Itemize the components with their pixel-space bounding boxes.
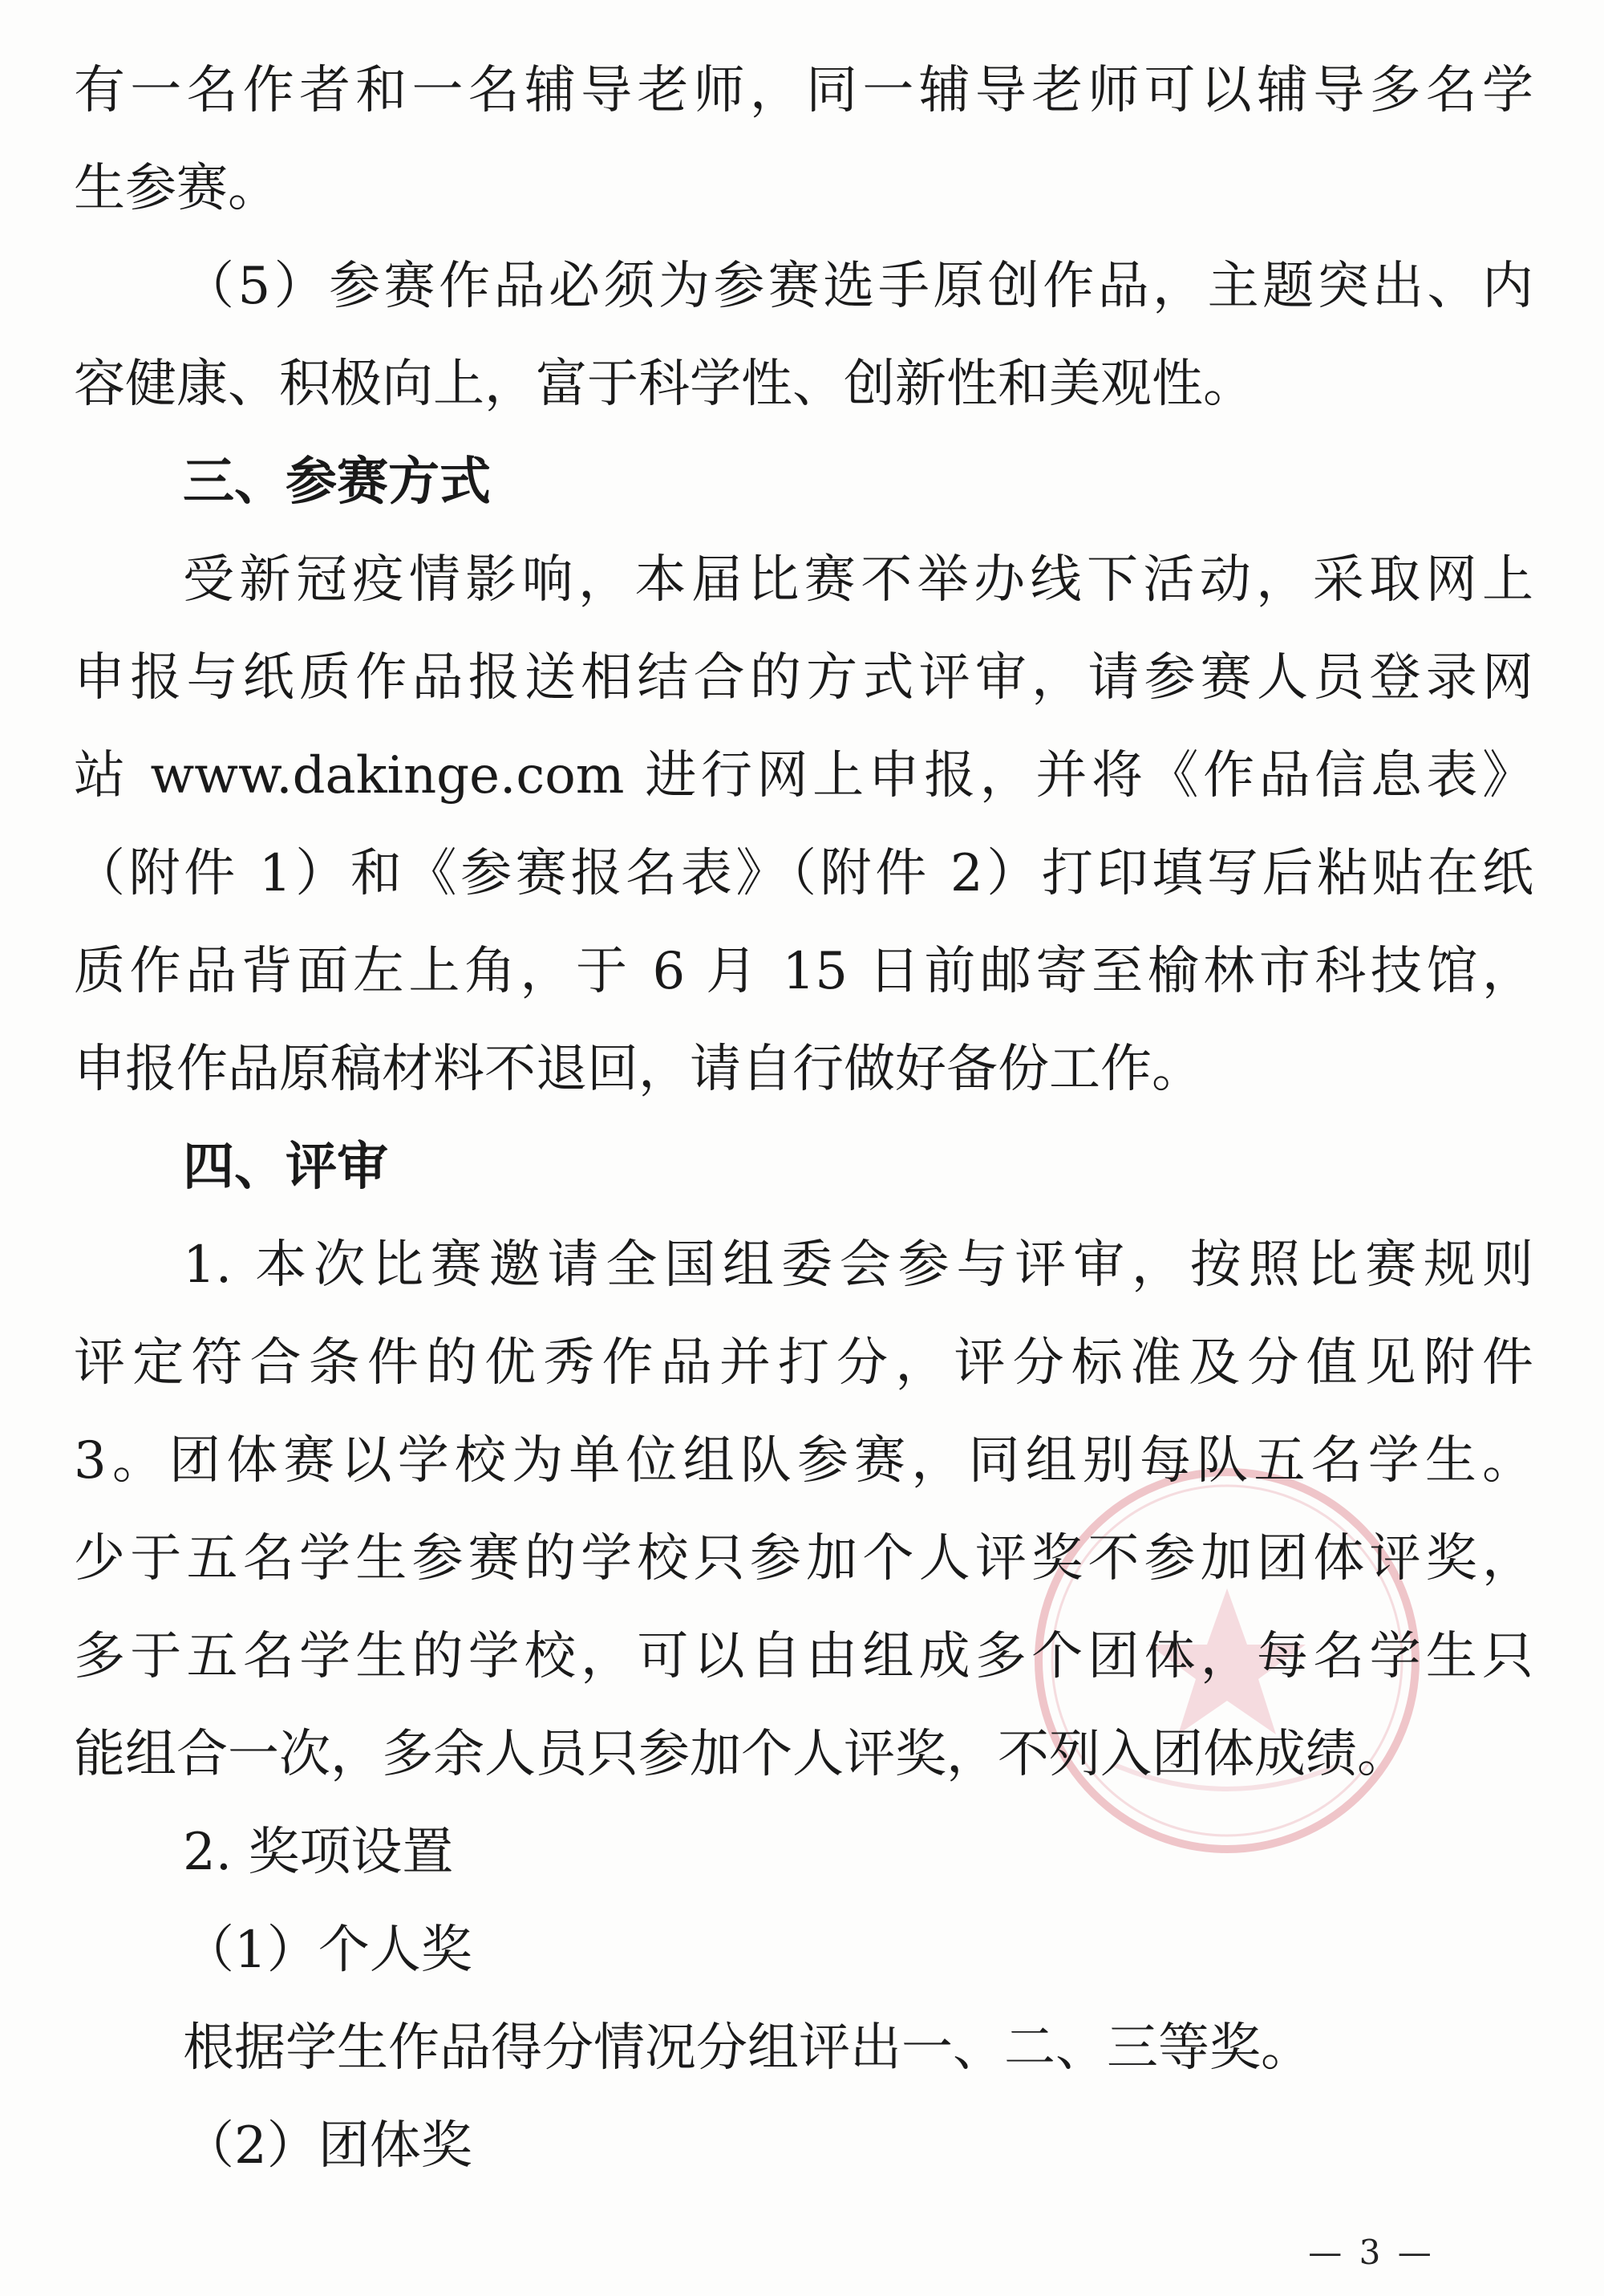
- paragraph-line: 申报与纸质作品报送相结合的方式评审，请参赛人员登录网: [74, 648, 1533, 708]
- paragraph-line: 容健康、积极向上，富于科学性、创新性和美观性。: [74, 355, 1254, 414]
- paragraph-line: 3。团体赛以学校为单位组队参赛，同组别每队五名学生。: [74, 1431, 1533, 1491]
- subsection-heading: 2. 奖项设置: [183, 1823, 454, 1882]
- subsection-heading: （1）个人奖: [183, 1921, 472, 1980]
- paragraph-line: 受新冠疫情影响，本届比赛不举办线下活动，采取网上: [183, 550, 1533, 610]
- paragraph-line: 申报作品原稿材料不退回，请自行做好备份工作。: [74, 1040, 1203, 1099]
- paragraph-line: （5）参赛作品必须为参赛选手原创作品，主题突出、内: [183, 257, 1533, 316]
- paragraph-line: 生参赛。: [74, 159, 279, 218]
- paragraph-line: （附件 1）和《参赛报名表》（附件 2）打印填写后粘贴在纸: [74, 844, 1533, 903]
- paragraph-line: 少于五名学生参赛的学校只参加个人评奖不参加团体评奖，: [74, 1529, 1533, 1588]
- paragraph-line: 质作品背面左上角，于 6 月 15 日前邮寄至榆林市科技馆，: [74, 942, 1533, 1001]
- page-number: — 3 —: [1308, 2233, 1435, 2272]
- paragraph-line: 根据学生作品得分情况分组评出一、二、三等奖。: [183, 2018, 1312, 2078]
- section-heading: 三、参赛方式: [183, 452, 491, 512]
- section-heading: 四、评审: [183, 1137, 388, 1197]
- paragraph-line: 评定符合条件的优秀作品并打分，评分标准及分值见附件: [74, 1333, 1533, 1393]
- subsection-heading: （2）团体奖: [183, 2116, 472, 2176]
- paragraph-line: 有一名作者和一名辅导老师，同一辅导老师可以辅导多名学: [74, 61, 1533, 120]
- paragraph-line: 1. 本次比赛邀请全国组委会参与评审，按照比赛规则: [183, 1235, 1533, 1295]
- paragraph-line: 站 www.dakinge.com 进行网上申报，并将《作品信息表》: [74, 746, 1533, 805]
- paragraph-line: 多于五名学生的学校，可以自由组成多个团体，每名学生只: [74, 1627, 1533, 1686]
- paragraph-line: 能组合一次，多余人员只参加个人评奖，不列入团体成绩。: [74, 1725, 1408, 1784]
